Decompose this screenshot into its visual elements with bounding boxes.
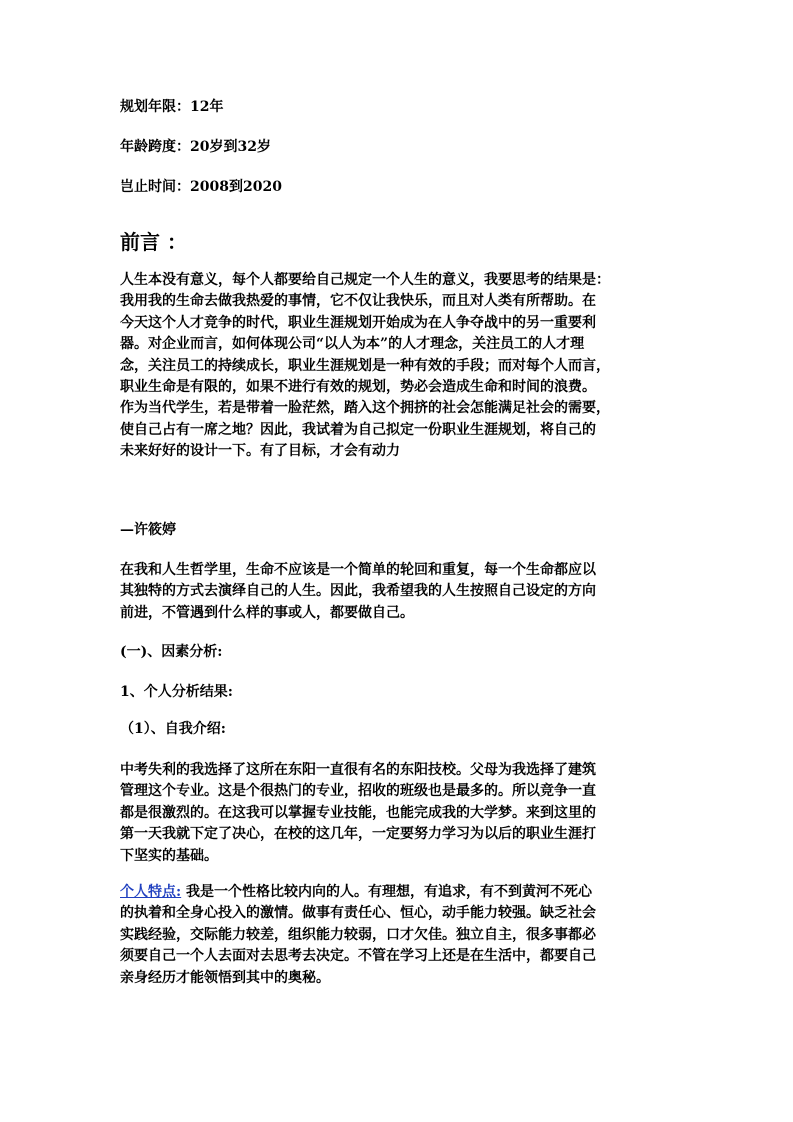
section-self-intro: （1）、自我介绍: (120, 721, 226, 737)
preface-line: 今天这个人才竞争的时代，职业生涯规划开始成为在人争夺战中的另一重要利 (120, 314, 596, 331)
intro-line: 下坚实的基础。 (120, 847, 218, 864)
author-signature: —许筱婷 (120, 522, 176, 538)
period: 岂止时间：2008到2020 (120, 179, 282, 195)
traits-line: 亲身经历才能领悟到其中的奥秘。 (120, 969, 330, 986)
preface-line: 作为当代学生，若是带着一脸茫然，踏入这个拥挤的社会怎能满足社会的需要， (120, 400, 610, 417)
intro-line: 管理这个专业。这是个很热门的专业，招收的班级也是最多的。所以竞争一直 (120, 783, 596, 800)
intro-line: 中考失利的我选择了这所在东阳一直很有名的东阳技校。父母为我选择了建筑 (120, 762, 596, 778)
intro-paragraph (120, 760, 676, 867)
preface-title: 前言 ： (120, 230, 187, 254)
preface-line: 念，关注员工的持续成长，职业生涯规划是一种有效的手段；而对每个人而言， (120, 357, 610, 374)
intro-line: 第一天我就下定了决心，在校的这几年，一定要努力学习为以后的职业生涯打 (120, 826, 596, 843)
intro-line: 都是很激烈的。在这我可以掌握专业技能，也能完成我的大学梦。来到这里的 (120, 804, 596, 821)
preface-line: 使自己占有一席之地？因此，我试着为自己拟定一份职业生涯规划，将自己的 (120, 421, 596, 438)
preface-paragraph (120, 270, 676, 463)
traits-paragraph (120, 882, 676, 989)
traits-line: 实践经验，交际能力较差，组织能力较弱，口才欠佳。独立自主，很多事都必 (120, 926, 596, 943)
traits-first-line (120, 882, 676, 903)
preface-line: 器。对企业而言，如何体现公司“以人为本”的人才理念，关注员工的人才理 (120, 336, 585, 353)
philosophy-line: 其独特的方式去演绎自己的人生。因此，我希望我的人生按照自己设定的方向 (120, 583, 596, 600)
section-personal-analysis: 1、个人分析结果: (120, 684, 233, 700)
preface-line: 未来好好的设计一下。有了目标，才会有动力 (120, 443, 400, 460)
age-span: 年龄跨度：20岁到32岁 (120, 139, 271, 155)
preface-line: 职业生命是有限的，如果不进行有效的规划，势必会造成生命和时间的浪费。 (120, 379, 596, 396)
traits-link[interactable]: 个人特点: (120, 884, 182, 900)
preface-line: 我用我的生命去做我热爱的事情，它不仅让我快乐，而且对人类有所帮助。在 (120, 293, 596, 310)
traits-line: 须要自己一个人去面对去思考去决定。不管在学习上还是在生活中，都要自己 (120, 948, 596, 965)
traits-line: 的执着和全身心投入的激情。做事有责任心、恒心，动手能力较强。缺乏社会 (120, 905, 596, 922)
plan-years: 规划年限：12年 (120, 99, 224, 115)
philosophy-paragraph (120, 560, 676, 624)
section-factor-analysis: (一)、因素分析: (120, 644, 223, 660)
philosophy-line: 在我和人生哲学里，生命不应该是一个简单的轮回和重复，每一个生命都应以 (120, 562, 596, 578)
traits-first-text: 我是一个性格比较内向的人。有理想，有追求，有不到黄河不死心 (181, 884, 593, 900)
philosophy-line: 前进，不管遇到什么样的事或人，都要做自己。 (120, 604, 414, 621)
preface-line: 人生本没有意义，每个人都要给自己规定一个人生的意义，我要思考的结果是： (120, 272, 610, 288)
